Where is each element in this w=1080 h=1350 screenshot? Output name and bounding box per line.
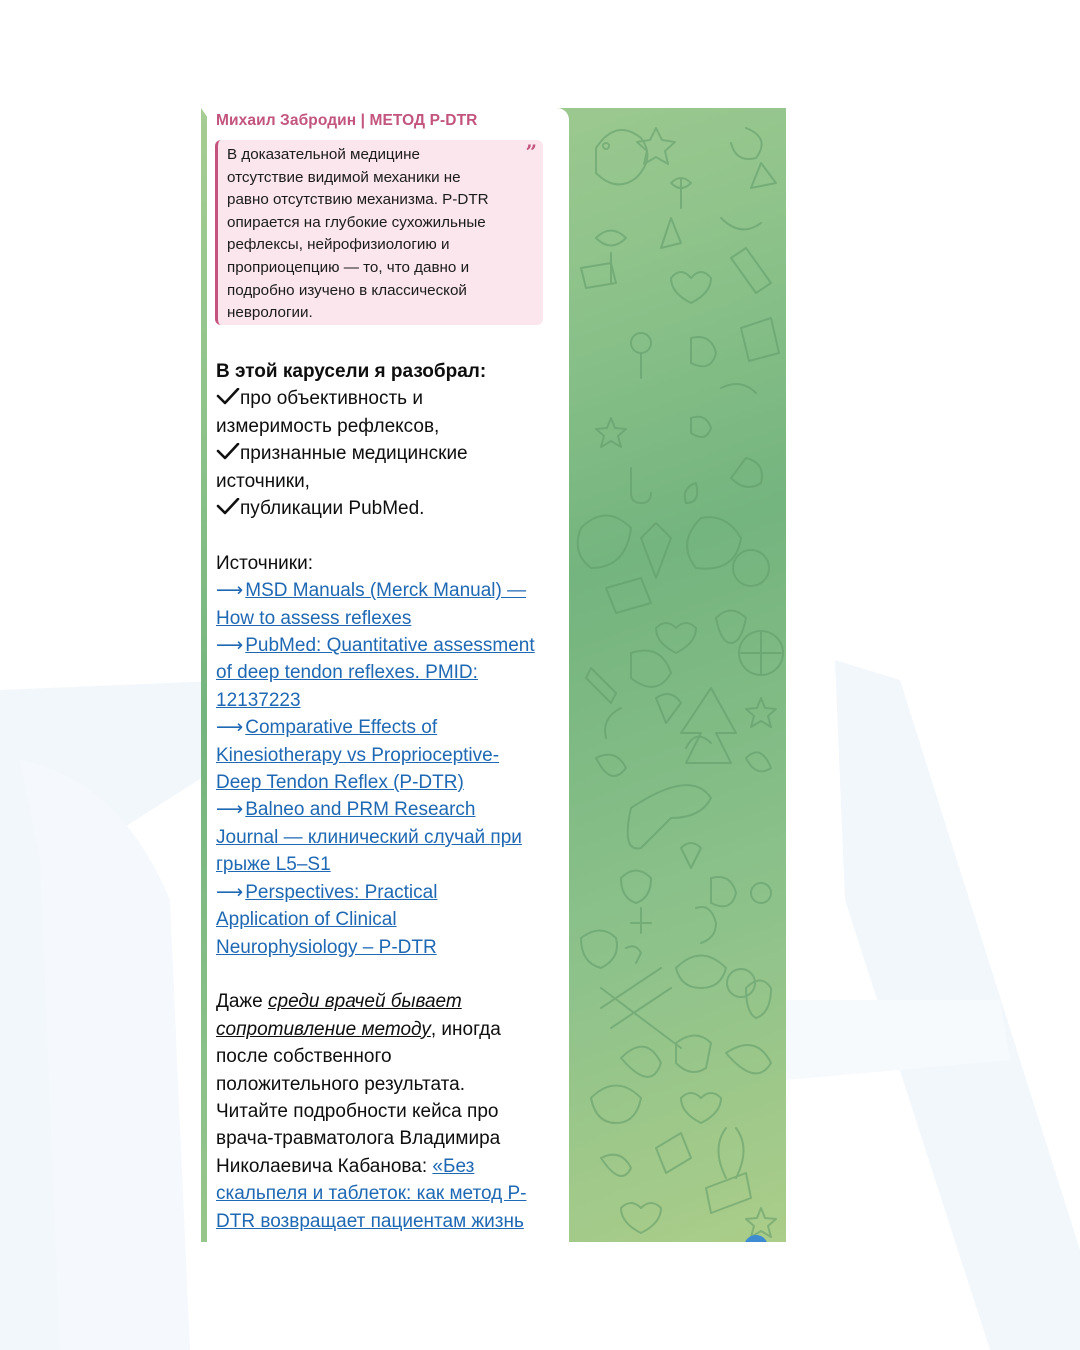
message-bubble[interactable]: [207, 108, 569, 1242]
case-link-cont: [216, 1180, 566, 1207]
source-link[interactable]: 12137223: [216, 689, 301, 711]
carousel-heading: В этой карусели я разобрал:: [216, 361, 487, 382]
carousel-item: [216, 385, 566, 412]
quote-text: [227, 140, 537, 325]
source-link-4: [216, 796, 566, 823]
case-link[interactable]: «Без: [432, 1155, 475, 1177]
case-link[interactable]: DTR возвращает пациентам жизнь: [216, 1210, 524, 1232]
closing-line: положительного результата.: [216, 1073, 466, 1095]
chat-screenshot: [201, 108, 786, 1242]
source-link[interactable]: Kinesiotherapy vs Proprioceptive-: [216, 744, 500, 766]
source-link[interactable]: of deep tendon reflexes. PMID:: [216, 662, 478, 684]
carousel-item-text: про объективность и: [240, 388, 423, 410]
right-arrow-icon: ⟶: [216, 717, 244, 739]
checkmark-icon: [216, 443, 240, 461]
closing-line: [216, 1153, 566, 1180]
source-link-3: [216, 714, 566, 741]
quote-line: рефлексы, нейрофизиологию и: [227, 236, 450, 254]
checkmark-icon: [216, 498, 240, 516]
quote-line: неврологии.: [227, 304, 313, 322]
source-link-cont: [216, 659, 566, 686]
closing-text: , иногда: [430, 1018, 501, 1040]
quote-line: проприоцепцию — то, что давно и: [227, 258, 470, 276]
quote-line: опирается на глубокие сухожильные: [227, 213, 486, 231]
source-link-cont: [216, 742, 566, 769]
closing-line: после собственного: [216, 1046, 392, 1068]
closing-line: Читайте подробности кейса про: [216, 1100, 499, 1122]
case-link-cont: [216, 1208, 566, 1235]
quote-line: подробно изучено в классической: [227, 281, 467, 299]
source-link[interactable]: MSD Manuals (Merck Manual) —: [245, 580, 527, 602]
spacer: [216, 961, 566, 988]
carousel-item: [216, 440, 566, 467]
source-link-2: [216, 632, 566, 659]
right-arrow-icon: ⟶: [216, 799, 244, 821]
quote-block: [215, 140, 543, 325]
spacer: [216, 522, 566, 549]
source-link[interactable]: Perspectives: Practical: [245, 881, 438, 903]
closing-text: Даже: [216, 991, 268, 1013]
message-body: [216, 358, 566, 1235]
source-link-cont: [216, 824, 566, 851]
carousel-item-text: признанные медицинские: [240, 443, 468, 465]
quote-line: равно отсутствию механизма. P-DTR: [227, 191, 489, 209]
case-link[interactable]: скальпеля и таблеток: как метод P-: [216, 1183, 527, 1205]
bubble-tail: [201, 108, 211, 122]
right-arrow-icon: ⟶: [216, 635, 244, 657]
right-arrow-icon: ⟶: [216, 580, 244, 602]
quote-line: В доказательной медицине: [227, 146, 420, 163]
source-link[interactable]: Neurophysiology – P-DTR: [216, 936, 437, 958]
source-link-1: [216, 577, 566, 604]
closing-line: врача-травматолога Владимира: [216, 1128, 501, 1150]
source-link[interactable]: PubMed: Quantitative assessment: [245, 635, 535, 657]
source-link-cont: [216, 687, 566, 714]
carousel-item-text: публикации PubMed.: [240, 498, 425, 520]
source-link[interactable]: Journal — клинический случай при: [216, 826, 522, 848]
source-link[interactable]: грыже L5–S1: [216, 854, 331, 876]
quote-icon: ”: [525, 140, 537, 164]
source-link-cont: [216, 934, 566, 961]
carousel-item-cont: источники,: [216, 470, 310, 492]
source-link-cont: [216, 605, 566, 632]
source-link-5: [216, 879, 566, 906]
source-link-cont: [216, 906, 566, 933]
closing-line: [216, 988, 566, 1015]
right-arrow-icon: ⟶: [216, 881, 244, 903]
source-link[interactable]: Application of Clinical: [216, 909, 397, 931]
source-link[interactable]: How to assess reflexes: [216, 607, 412, 629]
source-link-cont: [216, 851, 566, 878]
quote-line: отсутствие видимой механики не: [227, 168, 461, 186]
source-link[interactable]: Deep Tendon Reflex (P-DTR): [216, 772, 464, 794]
closing-italic: сопротивление методу: [216, 1018, 431, 1040]
source-link[interactable]: Comparative Effects of: [245, 717, 438, 739]
carousel-item: [216, 495, 566, 522]
closing-italic: среди врачей бывает: [268, 991, 462, 1013]
carousel-item-cont: измеримость рефлексов,: [216, 415, 440, 437]
sources-heading: Источники:: [216, 552, 314, 574]
source-link-cont: [216, 769, 566, 796]
checkmark-icon: [216, 388, 240, 406]
closing-text: Николаевича Кабанова:: [216, 1155, 433, 1177]
source-link[interactable]: Balneo and PRM Research: [245, 799, 476, 821]
sender-name[interactable]: Михаил Забродин | МЕТОД P-DTR: [216, 112, 478, 129]
closing-line: [216, 1016, 566, 1043]
